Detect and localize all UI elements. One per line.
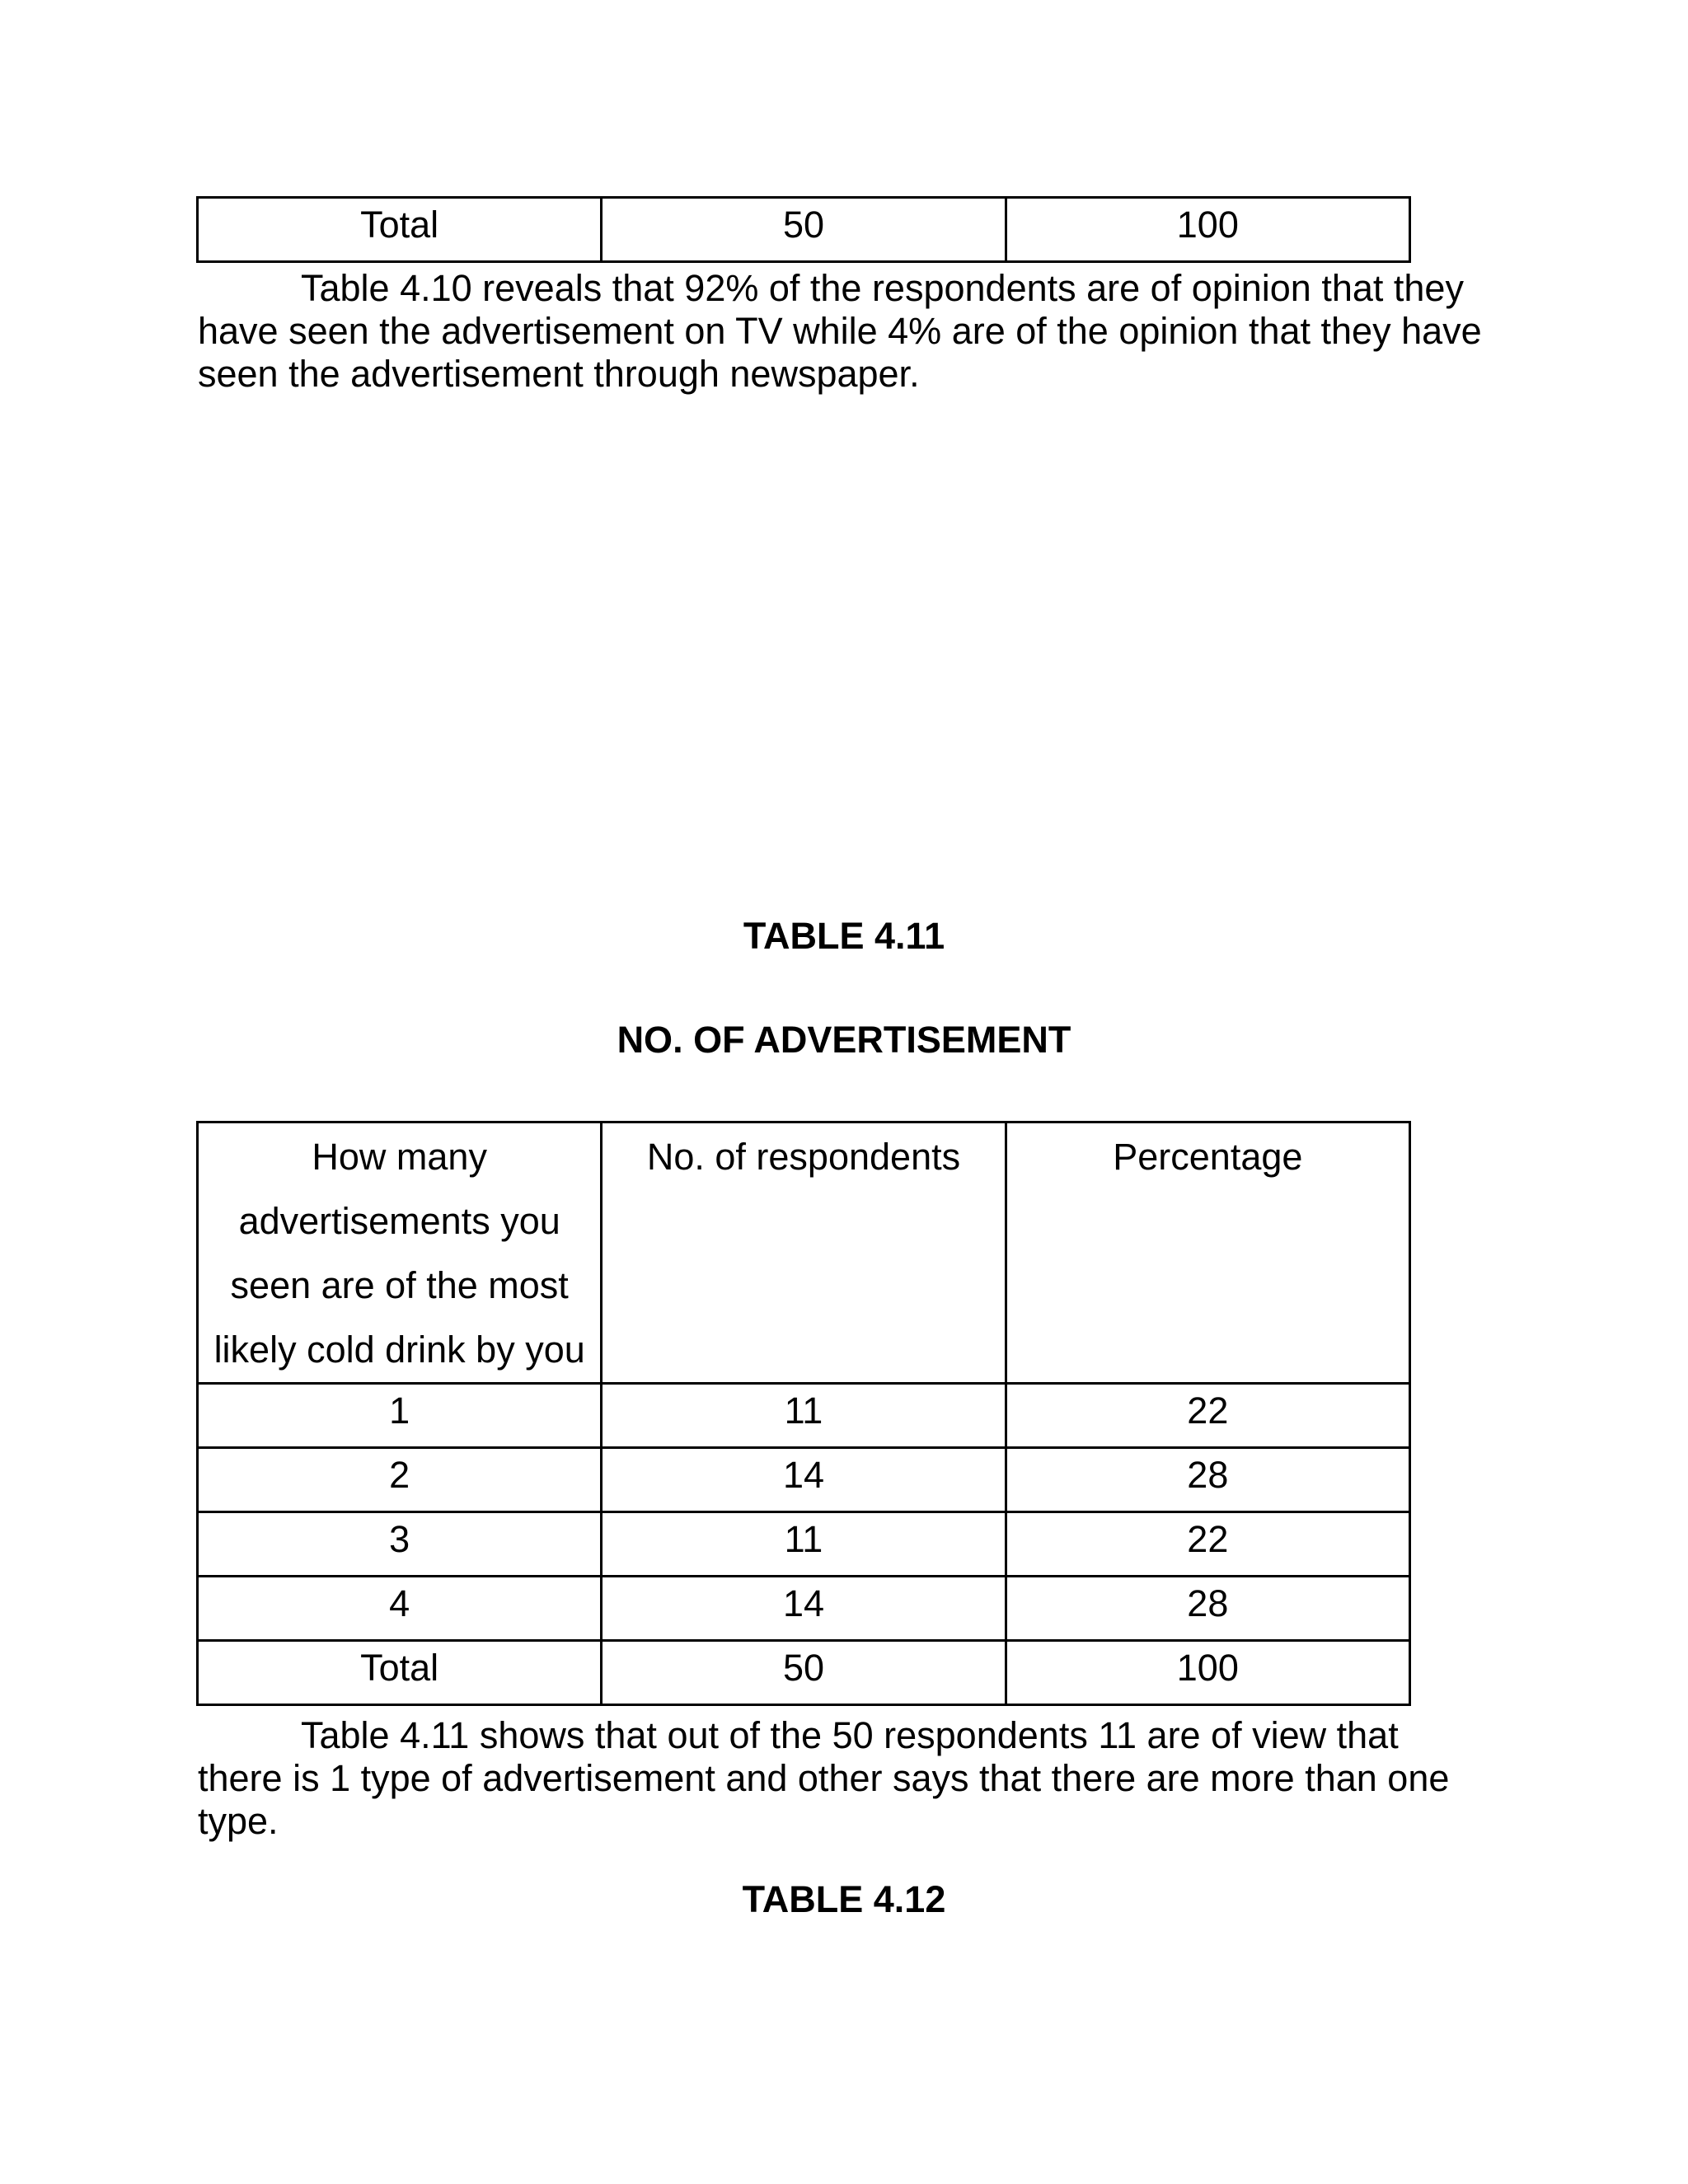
- table-cell: 100: [1006, 1641, 1409, 1705]
- header-cell-respondents: [602, 1122, 1006, 1384]
- table-4-11-title: TABLE 4.11: [743, 915, 945, 957]
- table-cell: 100: [1006, 198, 1409, 262]
- header-cell-percentage: [1006, 1122, 1409, 1384]
- table-row: [198, 198, 1410, 262]
- table-cell: 50: [602, 198, 1006, 262]
- paragraph-line: there is 1 type of advertisement and other says that there are more than one: [198, 1757, 1450, 1799]
- header-line: seen are of the most: [230, 1264, 569, 1306]
- table-4-12-title: TABLE 4.12: [742, 1878, 946, 1920]
- table-cell: 11: [602, 1512, 1006, 1577]
- table-cell: Total: [198, 1641, 602, 1705]
- paragraph-line: have seen the advertisement on TV while 4% are of the opinion that they have: [198, 310, 1482, 352]
- table-row: [198, 1448, 1410, 1512]
- header-line: Percentage: [1113, 1136, 1303, 1178]
- table-cell: 14: [602, 1448, 1006, 1512]
- table-cell: 2: [198, 1448, 602, 1512]
- header-line: No. of respondents: [646, 1136, 961, 1178]
- table-4-10-total: [196, 196, 1411, 263]
- table-4-11: [196, 1121, 1411, 1706]
- paragraph-line: type.: [198, 1800, 279, 1842]
- table-cell: 28: [1006, 1448, 1409, 1512]
- header-line: How many: [312, 1136, 487, 1178]
- table-4-11-subtitle: NO. OF ADVERTISEMENT: [617, 1019, 1071, 1061]
- paragraph-line: seen the advertisement through newspaper.: [198, 353, 920, 395]
- table-cell: 22: [1006, 1384, 1409, 1448]
- table-cell: 28: [1006, 1577, 1409, 1641]
- header-line: advertisements you: [238, 1200, 560, 1242]
- table-cell: 14: [602, 1577, 1006, 1641]
- table-header-row: [198, 1122, 1410, 1384]
- table-cell: 22: [1006, 1512, 1409, 1577]
- table-cell: Total: [198, 198, 602, 262]
- table-cell: 3: [198, 1512, 602, 1577]
- table-cell: 4: [198, 1577, 602, 1641]
- paragraph-table-4-10: [198, 267, 1517, 396]
- paragraph-line: Table 4.11 shows that out of the 50 respondents 11 are of view that: [301, 1714, 1399, 1756]
- paragraph-line: Table 4.10 reveals that 92% of the respondents are of opinion that they: [301, 267, 1464, 309]
- table-row: [198, 1512, 1410, 1577]
- paragraph-table-4-11: [198, 1714, 1517, 1843]
- table-cell: 50: [602, 1641, 1006, 1705]
- table-cell: 1: [198, 1384, 602, 1448]
- header-cell-question: [198, 1122, 602, 1384]
- table-row: [198, 1384, 1410, 1448]
- table-row-total: [198, 1641, 1410, 1705]
- header-line: likely cold drink by you: [213, 1329, 585, 1371]
- table-row: [198, 1577, 1410, 1641]
- table-cell: 11: [602, 1384, 1006, 1448]
